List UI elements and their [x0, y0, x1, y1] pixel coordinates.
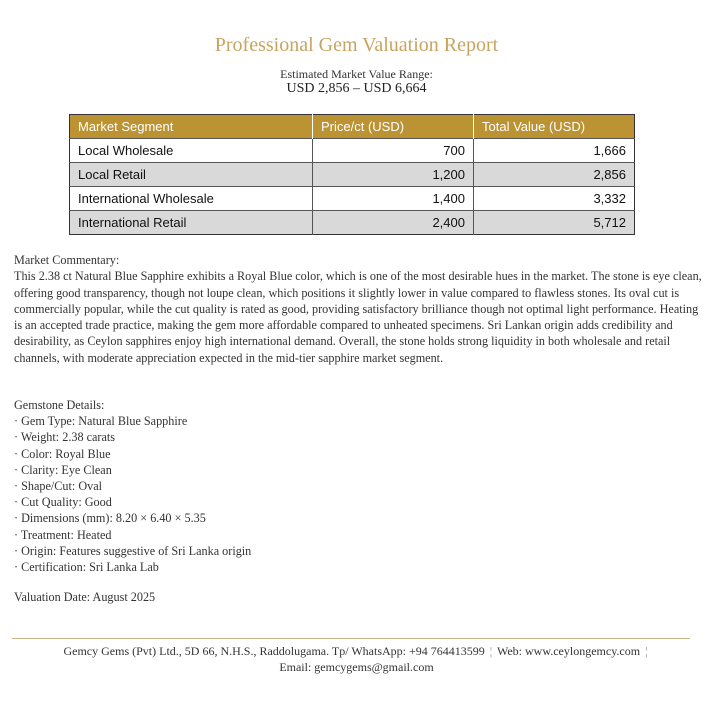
value-range: USD 2,856 – USD 6,664: [286, 81, 427, 96]
detail-certification: · Certification: Sri Lanka Lab: [14, 559, 414, 575]
detail-cut-quality: · Cut Quality: Good: [14, 494, 414, 510]
valuation-date: Valuation Date: August 2025: [14, 590, 156, 604]
detail-dimensions: · Dimensions (mm): 8.20 × 6.40 × 5.35: [14, 510, 414, 526]
details-list: [14, 413, 414, 575]
detail-color: · Color: Royal Blue: [14, 446, 414, 462]
website-link[interactable]: Web: www.ceylongemcy.com: [496, 644, 641, 658]
price-cell: 700: [313, 139, 474, 163]
market-commentary: [14, 252, 704, 366]
table-header-row: [70, 115, 635, 139]
company-info: Gemcy Gems (Pvt) Ltd., 5D 66, N.H.S., Raddolugama. Tp/ WhatsApp: +94 764413599: [63, 644, 485, 658]
email-link[interactable]: Email: gemcygems@gmail.com: [279, 660, 434, 674]
details-heading: Gemstone Details:: [14, 398, 105, 412]
header-price-per-ct: Price/ct (USD): [313, 115, 474, 139]
value-range-label: Estimated Market Value Range:: [280, 67, 433, 81]
detail-clarity: · Clarity: Eye Clean: [14, 462, 414, 478]
detail-origin: · Origin: Features suggestive of Sri Lanka origin: [14, 543, 414, 559]
total-cell: 2,856: [474, 163, 635, 187]
header-total-value: Total Value (USD): [474, 115, 635, 139]
detail-weight: · Weight: 2.38 carats: [14, 429, 414, 445]
total-cell: 3,332: [474, 187, 635, 211]
segment-cell: International Retail: [70, 211, 313, 235]
report-title: Professional Gem Valuation Report: [214, 34, 499, 56]
table-row: [70, 163, 635, 187]
table-row: [70, 211, 635, 235]
footer-divider: [12, 638, 690, 639]
market-value-table: [69, 114, 635, 235]
segment-cell: International Wholesale: [70, 187, 313, 211]
detail-treatment: · Treatment: Heated: [14, 527, 414, 543]
detail-shape-cut: · Shape/Cut: Oval: [14, 478, 414, 494]
segment-cell: Local Wholesale: [70, 139, 313, 163]
price-cell: 1,200: [313, 163, 474, 187]
separator: ¦: [645, 644, 648, 658]
table-row: [70, 139, 635, 163]
gemstone-details: [14, 397, 414, 575]
footer: [0, 643, 713, 675]
separator: ¦: [489, 644, 493, 658]
footer-line-1: [0, 643, 713, 659]
price-cell: 1,400: [313, 187, 474, 211]
detail-gem-type: · Gem Type: Natural Blue Sapphire: [14, 413, 414, 429]
commentary-heading: Market Commentary:: [14, 253, 120, 267]
total-cell: 5,712: [474, 211, 635, 235]
table-row: [70, 187, 635, 211]
header-market-segment: Market Segment: [70, 115, 313, 139]
commentary-text: This 2.38 ct Natural Blue Sapphire exhibits a Royal Blue color, which is one of the most desirable hues in the market. The stone is eye clean, offering good transparency, though not loupe clean, which positions it slightly lower in value compared to flawless stones. Its oval cut is commercially popular, while the cut quality is rated as good, providing satisfactory brilliance though not optimal light performance. Heating is an accepted trade practice, making the gem more affordable compared to unheated specimens. Sri Lankan origin adds credibility and desirability, as Ceylon sapphires enjoy high international demand. Overall, the stone holds strong liquidity in both wholesale and retail channels, with moderate appreciation expected in the mid-tier sapphire market segment.: [14, 269, 702, 365]
segment-cell: Local Retail: [70, 163, 313, 187]
total-cell: 1,666: [474, 139, 635, 163]
price-cell: 2,400: [313, 211, 474, 235]
